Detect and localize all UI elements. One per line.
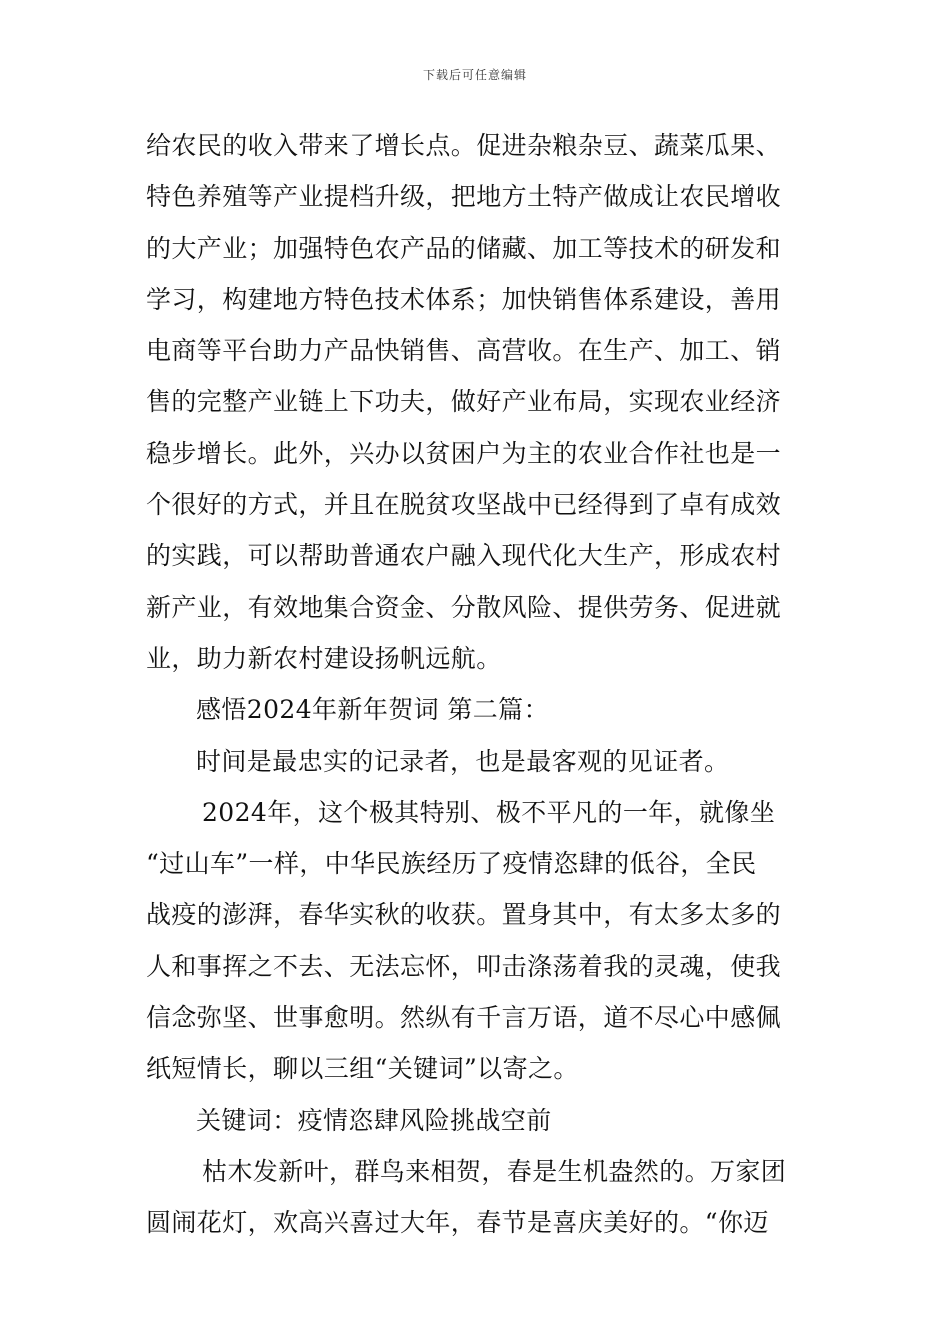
document-body: [146, 126, 811, 1255]
paragraph-line: 信念弥坚、世事愈明。然纵有千言万语，道不尽心中感佩: [146, 1003, 782, 1033]
paragraph-line: 业，助力新农村建设扬帆远航。: [146, 643, 502, 673]
paragraph-line: 稳步增长。此外，兴办以贫困户为主的农业合作社也是一: [146, 438, 782, 468]
paragraph-line: 的实践，可以帮助普通农户融入现代化大生产，形成农村: [146, 541, 782, 571]
paragraph-line: 时间是最忠实的记录者，也是最客观的见证者。: [196, 746, 730, 776]
paragraph-line: 纸短情长，聊以三组“关键词”以寄之。: [146, 1054, 579, 1084]
page-header: 下载后可任意编辑: [422, 68, 527, 82]
paragraph-line: 战疫的澎湃，春华实秋的收获。置身其中，有太多太多的: [146, 900, 782, 930]
paragraph-line: 2024年，这个极其特别、极不平凡的一年，就像坐: [202, 797, 776, 827]
paragraph-line: 学习，构建地方特色技术体系；加快销售体系建设，善用: [146, 284, 782, 314]
paragraph-line: 售的完整产业链上下功夫，做好产业布局，实现农业经济: [146, 387, 782, 417]
paragraph-line: 给农民的收入带来了增长点。促进杂粮杂豆、蔬菜瓜果、: [146, 131, 782, 160]
paragraph-line: 圆闹花灯，欢高兴喜过大年，春节是喜庆美好的。“你迈: [146, 1208, 769, 1238]
keyword-heading: 关键词：疫情恣肆风险挑战空前: [196, 1105, 552, 1135]
section-heading: 感悟2024年新年贺词 第二篇：: [196, 695, 549, 725]
paragraph-line: 的大产业；加强特色农产品的储藏、加工等技术的研发和: [146, 233, 782, 263]
paragraph-line: 个很好的方式，并且在脱贫攻坚战中已经得到了卓有成效: [146, 490, 782, 520]
paragraph-line: 新产业，有效地集合资金、分散风险、提供劳务、促进就: [146, 592, 782, 622]
paragraph-line: 特色养殖等产业提档升级，把地方土特产做成让农民增收: [146, 182, 782, 212]
paragraph-line: 电商等平台助力产品快销售、高营收。在生产、加工、销: [146, 336, 782, 366]
paragraph-line: 枯木发新叶，群鸟来相贺，春是生机盎然的。万家团: [202, 1156, 787, 1186]
paragraph-line: “过山车”一样，中华民族经历了疫情恣肆的低谷，全民: [146, 849, 757, 879]
paragraph-line: 人和事挥之不去、无法忘怀，叩击涤荡着我的灵魂，使我: [146, 951, 782, 981]
